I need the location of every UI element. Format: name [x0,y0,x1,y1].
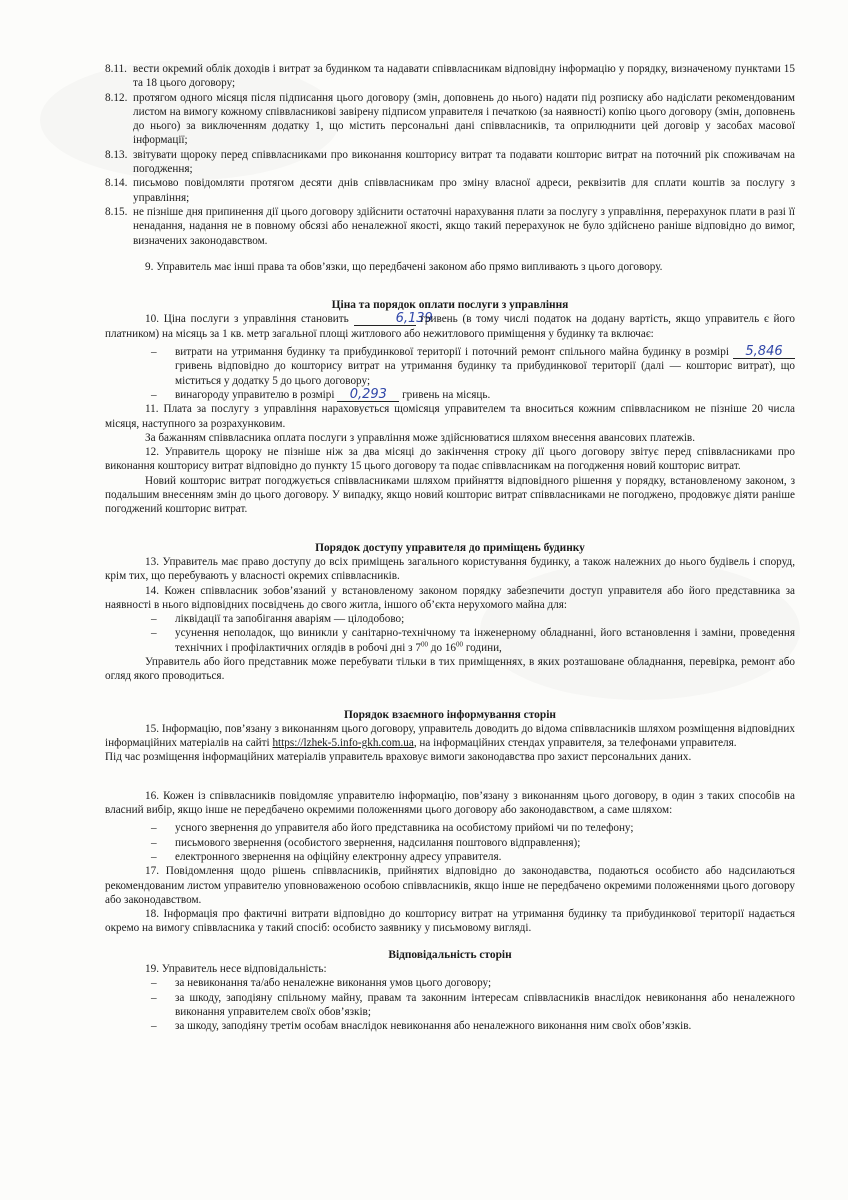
clause-13: 13. Управитель має право доступу до всіх приміщень загального користування будинку, а також належних до нього будівель і споруд, крім тих, що перебувають у власності окремих співвласників. [105,555,795,583]
clause-19-item-nonperformance: – за невиконання та/або неналежне виконання умов цього договору; [151,977,492,990]
clause-11-advance: За бажанням співвласника оплата послуги з управління може здійснюватися шляхом внесення авансових платежів. [145,431,696,444]
heading-responsibility: Відповідальність сторін [388,948,512,961]
clause-14-presence: Управитель або його представник може перебувати тільки в тих приміщеннях, в яких розташоване обладнання, перевірка, ремонт або огляд якого проводиться. [105,655,795,683]
clause-10: 10. Ціна послуги з управління становить 6,139 гривень (в тому числі податок на додану вартість, якщо управитель є його платником) на місяць за 1 кв. метр загальної площі житлового або нежитлового приміщення у будинку та включає: [105,311,796,340]
clause-16-item-electronic: – електронного звернення на офіційну електронну адресу управителя. [151,850,502,863]
clause-12: 12. Управитель щороку не пізніше ніж за два місяці до закінчення строку дії цього договору звітує перед співвласниками про виконання кошторису витрат відповідно до пункту 15 цього договору та подає співвласникам на погодження новий кошторис витрат. [105,446,795,473]
clause-19: 19. Управитель несе відповідальність: [145,963,327,976]
clause-15-privacy: Під час розміщення інформаційних матеріалів управитель враховує вимоги законодавства про захист персональних даних. [105,751,692,764]
contract-text [105,62,795,1034]
clause-16: 16. Кожен із співвласників повідомляє управителю інформацію, пов’язану з виконанням цього договору, в один з таких способів на власний вибір, якщо інше не передбачено окремими положеннями цього договору або законодавством, а саме шляхом: [105,789,795,817]
clause-18: 18. Інформація про фактичні витрати відповідно до кошторису витрат на утримання будинку та прибудинкової території надається окремо на вимогу співвласника у такий спосіб: особисто заявнику у письмовому вигляді. [105,908,795,935]
clause-8-11: 8.11. вести окремий облік доходів і витрат за будинком та надавати співвласникам відповідну інформацію у порядку, визначеному пунктами 15 та 18 цього договору; [105,63,795,90]
clause-14-item-accidents: – ліквідації та запобігання аваріям — цілодобово; [151,613,405,626]
heading-price: Ціна та порядок оплати послуги з управління [331,299,569,312]
clause-12-estimate: Новий кошторис витрат погоджується співвласниками шляхом прийняття відповідного рішення у порядку, встановленому законом, з подальшим внесенням змін до цього договору. У випадку, якщо новий кошторис витрат співвласниками не погоджено, продовжує діяти раніше погоджений кошторис витрат. [105,474,795,516]
clause-16-item-written: – письмового звернення (особистого звернення, надсилання поштового відправлення); [151,836,581,849]
clause-10-item-costs: – витрати на утримання будинку та прибудинкової території і поточний ремонт спільного майна будинку в розмірі 5,846 гривень відповідно до кошторису витрат на утримання будинку та прибудинкової території (далі — кошторис витрат), що міститься у додатку 5 до цього договору; [151,344,795,387]
clause-8-15: 8.15. не пізніше дня припинення дії цього договору здійснити остаточні нарахування плати за послугу з управління, перерахунок плати в разі її ненадання, надання не в повному обсязі або неналежної якості, якщо такий перерахунок не було здійснено раніше відповідно до вимог, визначених законодавством. [105,205,795,247]
clause-15: 15. Інформацію, пов’язану з виконанням цього договору, управитель доводить до відома співвласників шляхом розміщення відповідних інформаційних матеріалів на сайті https://lzhek-5.info-gkh.com.ua, на інформаційних стендах управителя, за телефонами управителя. [105,722,795,750]
clause-8-14: 8.14. письмово повідомляти протягом десяти днів співвласникам про зміну власної адреси, реквізитів для сплати коштів за послугу з управління; [105,177,795,204]
clause-17: 17. Повідомлення щодо рішень співвласників, прийнятих відповідно до законодавства, подаються особисто або надсилаються рекомендованим листом управителю уповноваженою особою співвласників, якщо інше не передбачено окремими положеннями цього договору або законодавством. [105,865,795,906]
clause-14-item-repairs: – усунення неполадок, що виникли у санітарно-технічному та інженерному обладнанні, його встановлення і заміни, проведення технічних і профілактичних оглядів в робочі дні з $7^{00}$ до $16^{00}$ години, [151,627,795,654]
handwritten-price: 6,139 [354,312,416,326]
handwritten-fee: 0,293 [337,388,399,402]
clause-19-item-damage-owners: – за шкоду, заподіяну спільному майну, правам та законним інтересам співвласників внаслідок невиконання або неналежного виконання управителем своїх обов’язків; [151,991,795,1018]
clause-11: 11. Плата за послугу з управління нараховується щомісяця управителем та вноситься кожним співвласником не пізніше 20 числа місяця, наступного за розрахунковим. [105,403,795,430]
clause-19-item-damage-third: – за шкоду, заподіяну третім особам внаслідок невиконання або неналежного виконання ним своїх обов’язків. [151,1020,692,1033]
clause-16-item-oral: – усного звернення до управителя або його представника на особистому прийомі чи по телефону; [151,822,634,835]
heading-information: Порядок взаємного інформування сторін [344,708,556,721]
handwritten-costs: 5,846 [733,345,795,359]
clause-8-12: 8.12. протягом одного місяця після підписання цього договору (змін, доповнень до нього) надати під розписку або надіслати рекомендованим листом на вимогу кожному співвласникові завірену підписом управителя і печаткою (за наявності) копію цього договору (змін, доповнень до нього) за виключенням додатку 1, що містить персональні дані співвласників, та оприлюднити цей договір у засобах масової інформації; [105,91,795,147]
website-link[interactable]: https://lzhek-5.info-gkh.com.ua [272,737,414,750]
clause-8-13: 8.13. звітувати щороку перед співвласниками про виконання кошторису витрат та подавати кошторис витрат на поточний рік споживачам на погодження; [105,148,795,176]
heading-access: Порядок доступу управителя до приміщень будинку [315,541,585,554]
clause-10-item-fee: – винагороду управителю в розмірі 0,293 гривень на місяць. [151,386,491,402]
clause-9: 9. Управитель має інші права та обов’язки, що передбачені законом або прямо випливають з цього договору. [145,260,663,273]
clause-14: 14. Кожен співвласник зобов’язаний у встановленому законом порядку забезпечити доступ управителя або його представника за наявності в нього відповідних посвідчень до свого житла, іншого об’єкта нерухомого майна для: [105,584,795,611]
